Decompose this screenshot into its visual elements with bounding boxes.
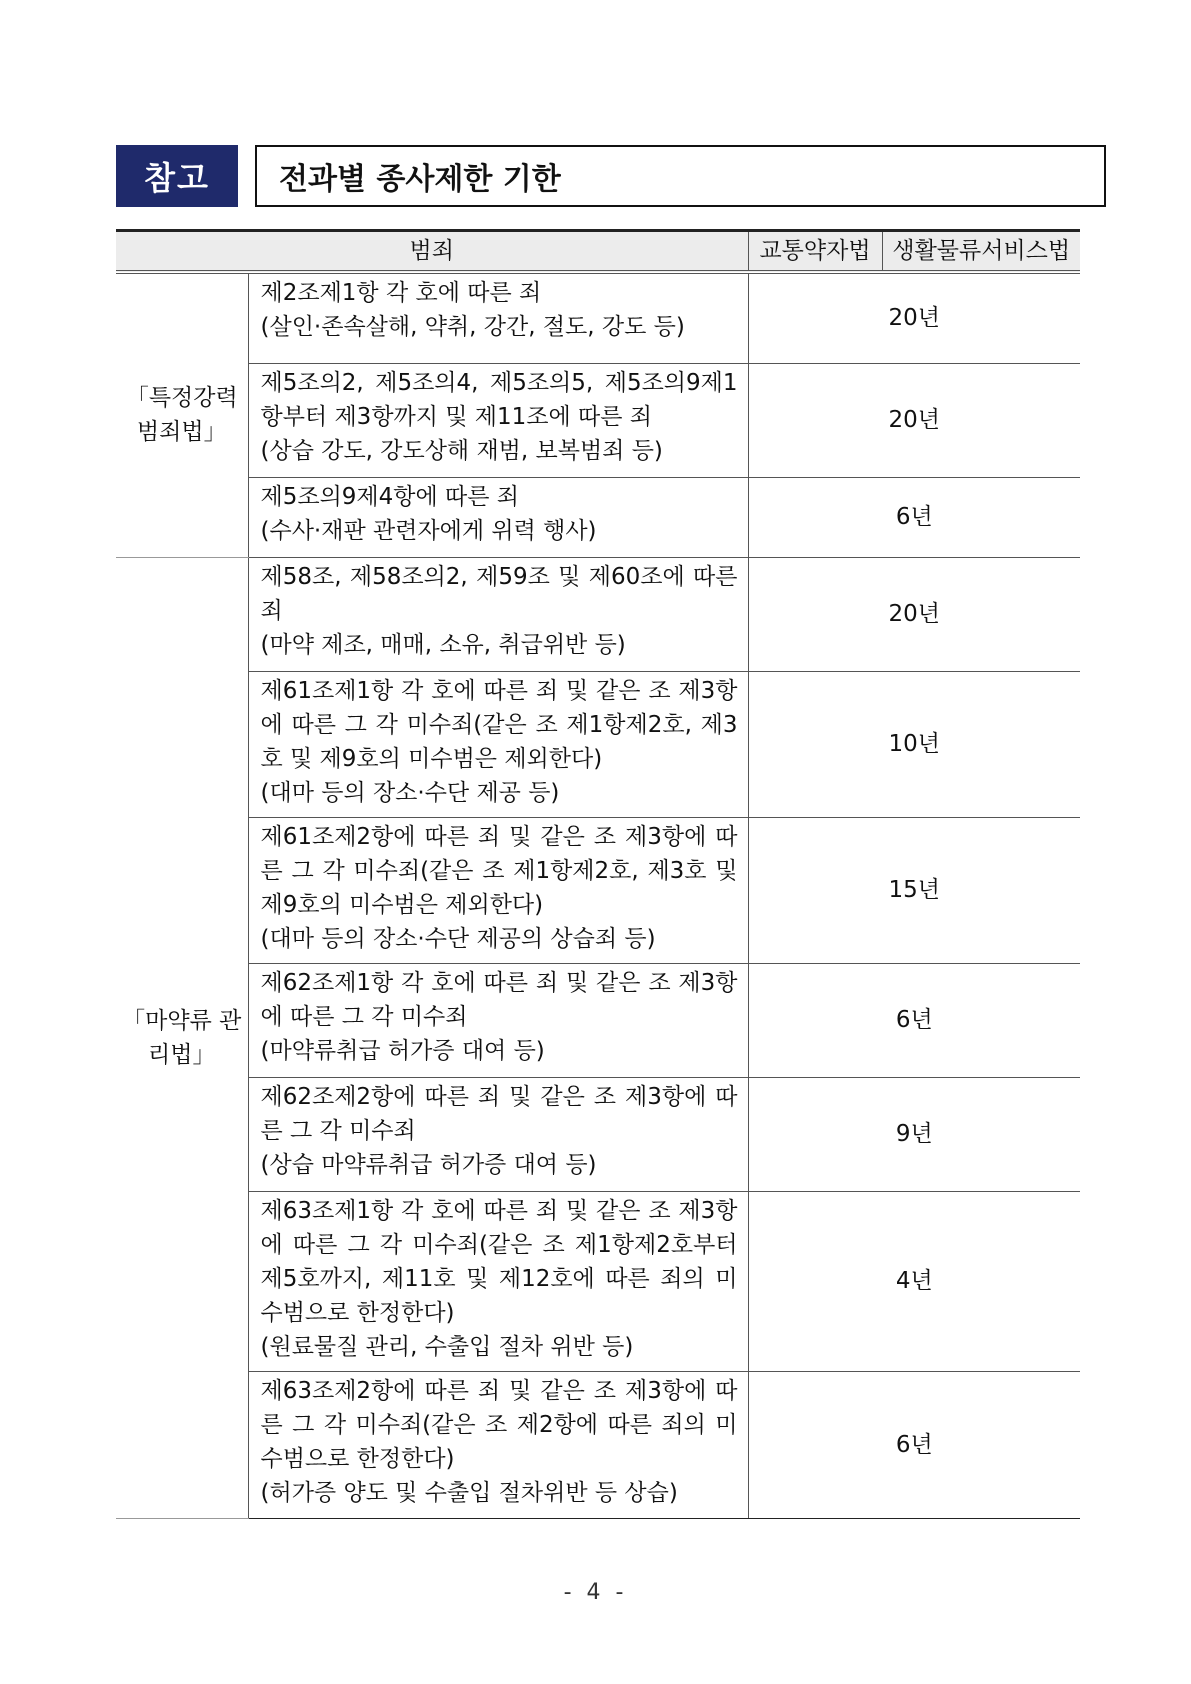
table-row	[116, 1191, 1080, 1371]
crime-provision-text: 제63조제2항에 따른 죄 및 같은 조 제3항에 따른 그 각 미수죄(같은 조 제2항에 따른 죄의 미수범으로 한정한다)	[260, 1377, 738, 1472]
column-header-logistics-law: 생활물류서비스법	[882, 231, 1080, 273]
table-row	[116, 557, 1080, 671]
crime-example-text: (마약류취급 허가증 대여 등)	[260, 1037, 545, 1064]
table-body	[116, 272, 1080, 1518]
crime-provision-text: 제61조제1항 각 호에 따른 죄 및 같은 조 제3항에 따른 그 각 미수죄(같은 조 제1항제2호, 제3호 및 제9호의 미수범은 제외한다)	[260, 677, 738, 772]
crime-provision-text: 제5조의9제4항에 따른 죄	[260, 483, 519, 510]
crime-cell	[248, 1077, 748, 1191]
crime-example-text: (대마 등의 장소·수단 제공 등)	[260, 779, 560, 806]
category-cell: 「특정강력 범죄법」	[116, 272, 248, 557]
crime-cell	[248, 671, 748, 817]
reference-tag: 참고	[116, 145, 238, 207]
table-row	[116, 1371, 1080, 1518]
table-header-row	[116, 231, 1080, 273]
restriction-period-cell: 9년	[748, 1077, 1080, 1191]
restriction-period-cell: 20년	[748, 272, 1080, 363]
table-row	[116, 817, 1080, 963]
crime-example-text: (대마 등의 장소·수단 제공의 상습죄 등)	[260, 925, 656, 952]
restriction-period-cell: 15년	[748, 817, 1080, 963]
restriction-period-cell: 10년	[748, 671, 1080, 817]
crime-cell	[248, 817, 748, 963]
crime-provision-text: 제62조제2항에 따른 죄 및 같은 조 제3항에 따른 그 각 미수죄	[260, 1083, 738, 1144]
category-cell: 「마약류 관리법」	[116, 557, 248, 1518]
table-row	[116, 671, 1080, 817]
crime-example-text: (마약 제조, 매매, 소유, 취급위반 등)	[260, 631, 626, 658]
table-row	[116, 363, 1080, 477]
crime-provision-text: 제61조제2항에 따른 죄 및 같은 조 제3항에 따른 그 각 미수죄(같은 조 제1항제2호, 제3호 및 제9호의 미수범은 제외한다)	[260, 823, 738, 918]
restriction-period-cell: 20년	[748, 557, 1080, 671]
table-row	[116, 963, 1080, 1077]
restriction-period-cell: 4년	[748, 1191, 1080, 1371]
table-row	[116, 1077, 1080, 1191]
crime-example-text: (상습 마약류취급 허가증 대여 등)	[260, 1151, 597, 1178]
crime-provision-text: 제63조제1항 각 호에 따른 죄 및 같은 조 제3항에 따른 그 각 미수죄(같은 조 제1항제2호부터 제5호까지, 제11호 및 제12호에 따른 죄의 미수범으로 한정한다)	[260, 1197, 738, 1326]
page-title: 전과별 종사제한 기한	[255, 145, 1106, 207]
crime-cell	[248, 557, 748, 671]
crime-cell	[248, 272, 748, 363]
crime-example-text: (살인·존속살해, 약취, 강간, 절도, 강도 등)	[260, 314, 685, 340]
crime-provision-text: 제62조제1항 각 호에 따른 죄 및 같은 조 제3항에 따른 그 각 미수죄	[260, 969, 738, 1030]
crime-cell	[248, 963, 748, 1077]
restriction-period-cell: 6년	[748, 1371, 1080, 1518]
page-number: - 4 -	[563, 1580, 628, 1605]
crime-example-text: (수사·재판 관련자에게 위력 행사)	[260, 517, 597, 544]
crime-provision-text: 제58조, 제58조의2, 제59조 및 제60조에 따른 죄	[260, 563, 738, 624]
column-header-transport-law: 교통약자법	[748, 231, 882, 273]
crime-example-text: (원료물질 관리, 수출입 절차 위반 등)	[260, 1333, 634, 1360]
restriction-period-table	[116, 229, 1080, 1519]
restriction-period-cell: 6년	[748, 963, 1080, 1077]
crime-cell	[248, 1371, 748, 1518]
crime-example-text: (상습 강도, 강도상해 재범, 보복범죄 등)	[260, 437, 663, 464]
restriction-period-cell: 20년	[748, 363, 1080, 477]
crime-cell	[248, 477, 748, 557]
column-header-crime: 범죄	[116, 231, 748, 273]
table-row	[116, 272, 1080, 363]
crime-provision-text: 제5조의2, 제5조의4, 제5조의5, 제5조의9제1항부터 제3항까지 및 제11조에 따른 죄	[260, 369, 738, 430]
restriction-period-cell: 6년	[748, 477, 1080, 557]
table-row	[116, 477, 1080, 557]
crime-cell	[248, 363, 748, 477]
crime-example-text: (허가증 양도 및 수출입 절차위반 등 상습)	[260, 1479, 678, 1506]
crime-provision-text: 제2조제1항 각 호에 따른 죄	[260, 280, 542, 306]
crime-cell	[248, 1191, 748, 1371]
